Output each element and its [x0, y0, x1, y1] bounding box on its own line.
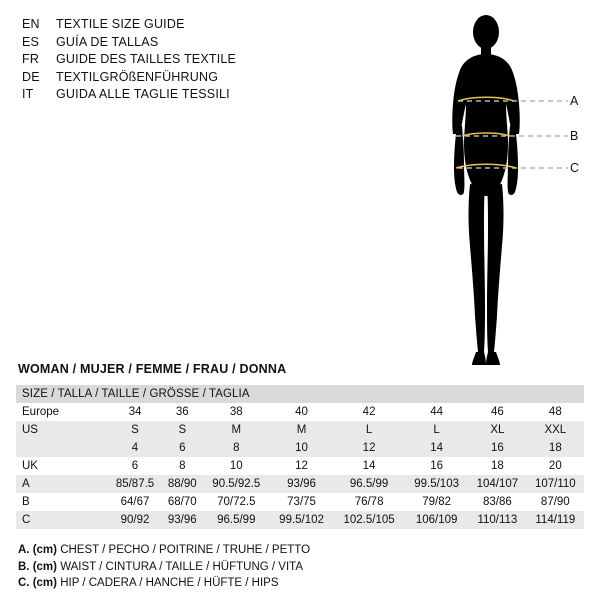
cell: 46 — [490, 406, 504, 418]
cell: 99.5/103 — [405, 475, 468, 493]
footnote-text: WAIST / CINTURA / TAILLE / HÜFTUNG / VITA — [60, 560, 303, 573]
measure-label-a: A — [570, 94, 579, 108]
cell: 18 — [527, 439, 584, 457]
cell: 6 — [162, 439, 203, 457]
cell: 73/75 — [287, 496, 316, 508]
language-code: FR — [22, 52, 40, 66]
table-header-row — [16, 385, 584, 403]
cell: 110/113 — [468, 511, 527, 529]
table-row — [16, 475, 584, 493]
row-label — [16, 439, 108, 457]
row-label: B — [22, 496, 30, 508]
language-text: TEXTILGRÖßENFÜHRUNG — [56, 69, 219, 84]
footnote-text: HIP / CADERA / HANCHE / HÜFTE / HIPS — [60, 577, 279, 589]
cell: 96.5/99 — [333, 475, 405, 493]
language-code: DE — [22, 69, 40, 84]
measure-label-b: B — [570, 129, 579, 143]
cell: 106/109 — [405, 511, 468, 529]
cell: 87/90 — [540, 496, 570, 508]
cell: 4 — [108, 439, 162, 457]
cell: 20 — [548, 460, 562, 472]
gender-title: WOMAN / MUJER / FEMME / FRAU / DONNA — [18, 362, 287, 376]
footnote — [18, 575, 310, 592]
table-row — [16, 511, 584, 529]
cell: 40 — [295, 406, 308, 418]
cell: 88/90 — [162, 475, 203, 493]
cell: 90.5/92.5 — [203, 475, 271, 493]
cell: S — [162, 421, 203, 439]
row-label: UK — [22, 460, 38, 472]
cell: 99.5/102 — [270, 511, 333, 529]
cell: L — [405, 421, 468, 439]
cell: 102.5/105 — [333, 511, 405, 529]
table-header-label: SIZE / TALLA / TAILLE / GRÖSSE / TAGLIA — [22, 388, 250, 400]
footnote — [18, 542, 310, 559]
footnote-list — [18, 542, 310, 592]
table-row — [16, 439, 584, 457]
table-row — [16, 403, 584, 421]
language-row — [22, 69, 352, 87]
cell: 70/72.5 — [217, 496, 256, 508]
language-code: IT — [22, 87, 34, 101]
language-row — [22, 51, 352, 69]
row-label: C — [16, 511, 108, 529]
cell: 93/96 — [270, 475, 333, 493]
female-silhouette-icon — [400, 8, 595, 378]
cell: XL — [468, 421, 527, 439]
cell: 79/82 — [422, 496, 451, 508]
cell: 12 — [333, 439, 405, 457]
language-row — [22, 34, 352, 52]
cell: XXL — [527, 421, 584, 439]
cell: 8 — [179, 460, 186, 472]
language-text: GUIDE DES TAILLES TEXTILE — [56, 52, 237, 66]
cell: 16 — [468, 439, 527, 457]
cell: 83/86 — [482, 496, 512, 508]
cell: 36 — [175, 406, 189, 418]
language-title-list — [22, 16, 352, 104]
footnote-key: A. (cm) — [18, 544, 57, 556]
size-table — [16, 385, 584, 529]
cell: 42 — [362, 406, 376, 418]
cell: 16 — [430, 460, 443, 472]
cell: 104/107 — [468, 475, 527, 493]
cell: 48 — [548, 406, 562, 418]
language-text: TEXTILE SIZE GUIDE — [56, 17, 185, 31]
cell: 107/110 — [527, 475, 584, 493]
cell: 64/67 — [120, 496, 150, 508]
cell: 38 — [229, 406, 243, 418]
cell: 8 — [203, 439, 271, 457]
language-code: EN — [22, 17, 40, 31]
table-row — [16, 493, 584, 511]
cell: 96.5/99 — [203, 511, 271, 529]
cell: 90/92 — [108, 511, 162, 529]
language-row — [22, 16, 352, 34]
row-label: A — [16, 475, 108, 493]
language-row — [22, 86, 352, 104]
footnote — [18, 559, 310, 576]
cell: 44 — [430, 406, 443, 418]
cell: 34 — [128, 406, 142, 418]
cell: 14 — [362, 460, 376, 472]
cell: 10 — [270, 439, 333, 457]
table-row — [16, 457, 584, 475]
cell: 18 — [490, 460, 504, 472]
language-text: GUIDA ALLE TAGLIE TESSILI — [56, 87, 230, 101]
cell: S — [108, 421, 162, 439]
cell: 76/78 — [354, 496, 384, 508]
cell: L — [333, 421, 405, 439]
cell: 93/96 — [162, 511, 203, 529]
footnote-text: CHEST / PECHO / POITRINE / TRUHE / PETTO — [60, 544, 311, 556]
cell: 85/87.5 — [108, 475, 162, 493]
language-text: GUÍA DE TALLAS — [56, 34, 159, 49]
cell: M — [270, 421, 333, 439]
cell: 6 — [131, 460, 139, 472]
body-figure — [400, 8, 595, 378]
cell: 10 — [229, 460, 243, 472]
footnote-key: C. (cm) — [18, 577, 57, 589]
measure-label-c: C — [570, 161, 580, 175]
cell: 68/70 — [167, 496, 197, 508]
cell: 14 — [405, 439, 468, 457]
cell: M — [203, 421, 271, 439]
row-label: US — [16, 421, 108, 439]
row-label: Europe — [22, 406, 60, 418]
cell: 12 — [295, 460, 308, 472]
cell: 114/119 — [527, 511, 584, 529]
table-row — [16, 421, 584, 439]
language-code: ES — [22, 34, 40, 49]
footnote-key: B. (cm) — [18, 560, 57, 573]
